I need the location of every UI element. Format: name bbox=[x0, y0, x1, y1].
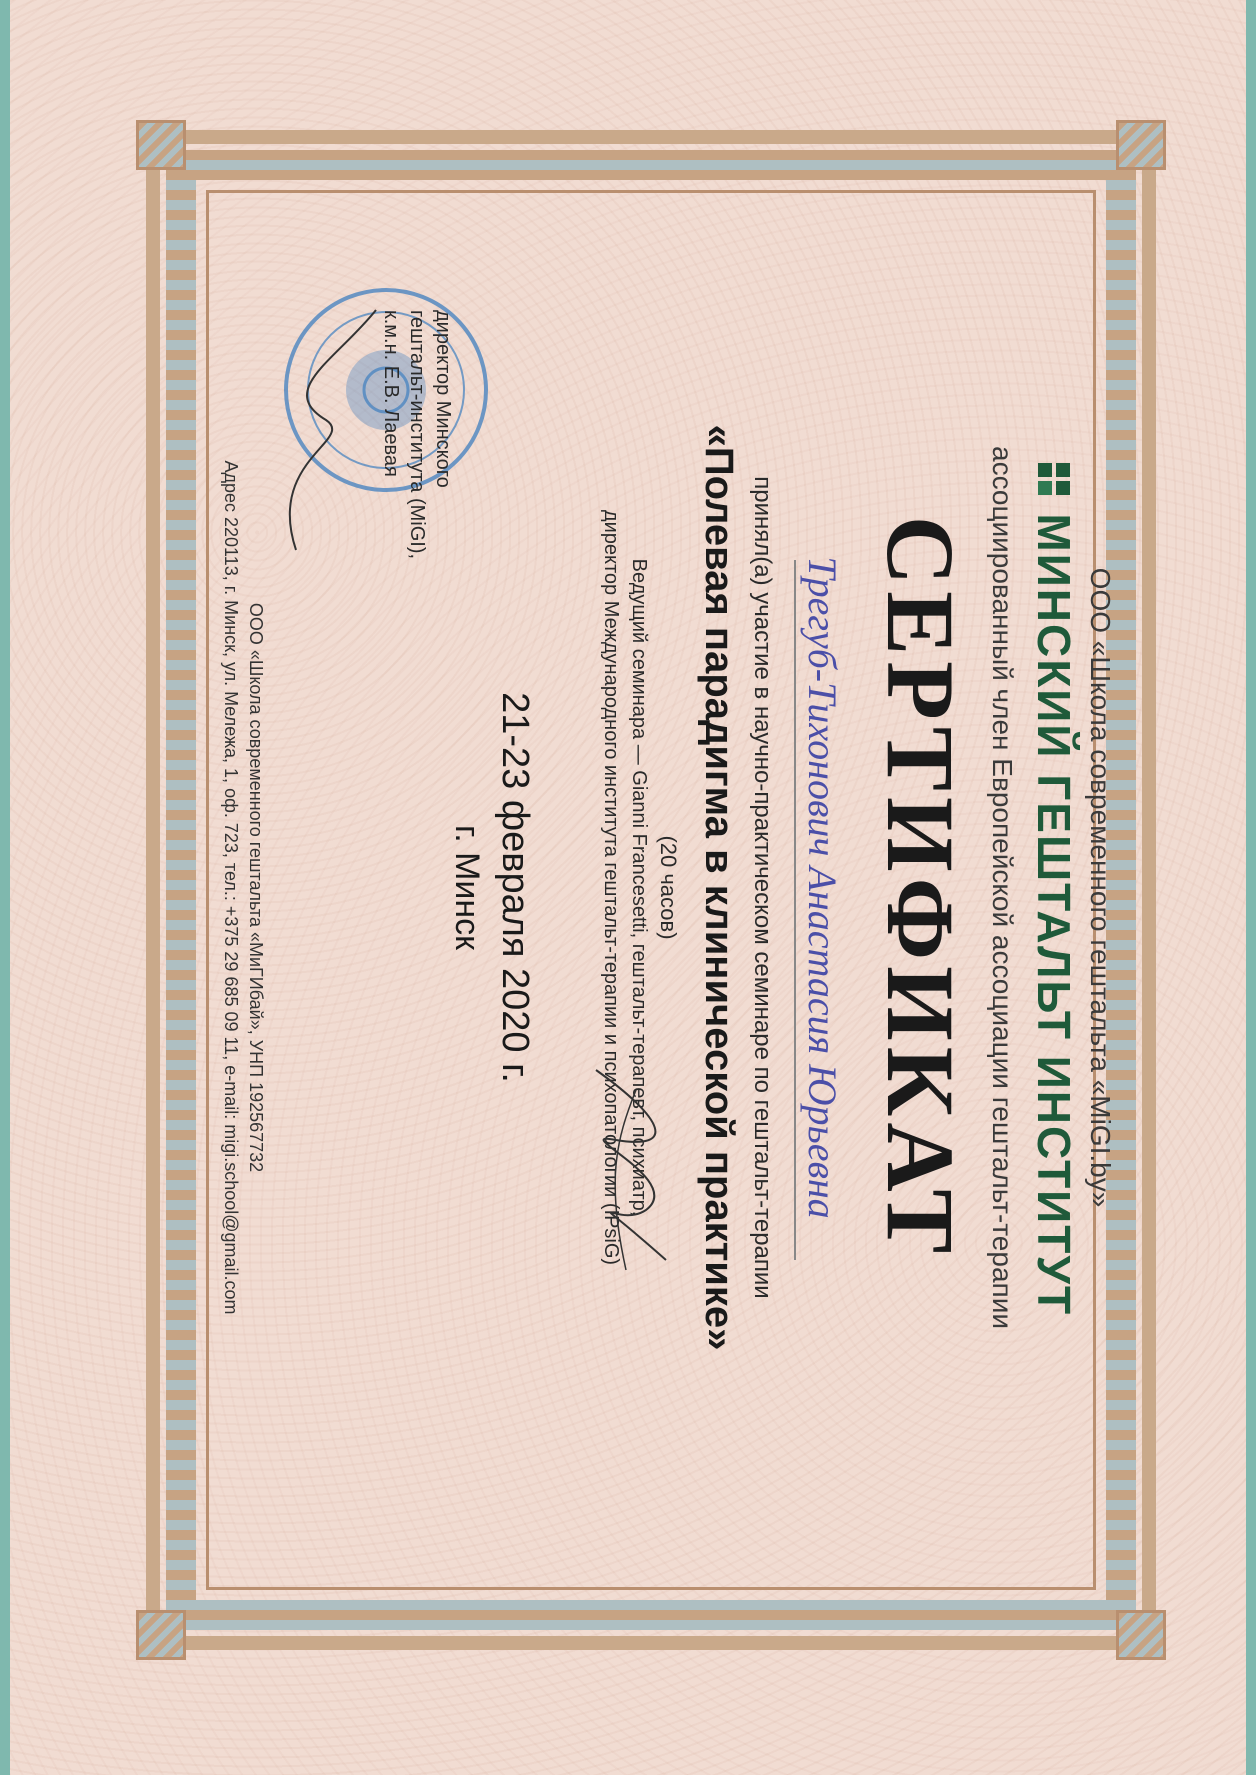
certificate-canvas bbox=[10, 0, 1256, 1775]
participation-line: принял(а) участие в научно-практическом семинаре по гештальт-терапии bbox=[749, 476, 776, 1299]
organization-name: ООО «Школа современного гештальта «MiGI.by» bbox=[1085, 567, 1116, 1208]
seminar-leader-line-1: Ведущий семинара — Gianni Francesetti, гештальт-терапевт, психиатр, bbox=[628, 558, 650, 1217]
seminar-dates: 21-23 февраля 2020 г. bbox=[494, 692, 536, 1083]
certificate-paper bbox=[10, 0, 1246, 1775]
director-signature bbox=[256, 300, 416, 560]
frame-corner bbox=[136, 1610, 186, 1660]
seminar-leader-line-2: директор Международного института гештальт-терапии и психопатологии (IPsiG) bbox=[600, 509, 622, 1266]
frame-corner bbox=[136, 120, 186, 170]
legal-entity-line: ООО «Школа современного гештальта «МиГИбай», УНП 192567732 bbox=[246, 602, 266, 1173]
migi-logo-icon bbox=[1034, 459, 1074, 499]
director-line: к.м.н. Е.В. Лаевая bbox=[380, 310, 402, 477]
institute-name: МИНСКИЙ ГЕШТАЛЬТ ИНСТИТУТ bbox=[1028, 513, 1080, 1317]
seminar-title: «Полевая парадигма в клинической практике» bbox=[697, 424, 741, 1351]
certificate-title: СЕРТИФИКАТ bbox=[867, 515, 974, 1260]
association-line: ассоциированный член Европейской ассоциации гештальт-терапии bbox=[987, 446, 1018, 1329]
frame-corner bbox=[1116, 120, 1166, 170]
director-line: директор Минского bbox=[432, 310, 454, 488]
seminar-hours: (20 часов) bbox=[656, 835, 681, 940]
institute-header bbox=[1027, 0, 1081, 1775]
director-line: гештальт-института (MiGI), bbox=[406, 310, 428, 560]
recipient-name: Трегуб-Тихонович Анастасия Юрьевна bbox=[800, 556, 845, 1219]
recipient-underline bbox=[794, 560, 796, 1260]
leader-signature bbox=[556, 1060, 706, 1280]
frame-corner bbox=[1116, 1610, 1166, 1660]
address-line: Адрес 220113, г. Минск, ул. Мележа, 1, оф. 723, тел.: +375 29 685 09 11, e-mail: migi.school@gmail.com bbox=[221, 460, 241, 1315]
seminar-city: г. Минск bbox=[448, 824, 486, 951]
